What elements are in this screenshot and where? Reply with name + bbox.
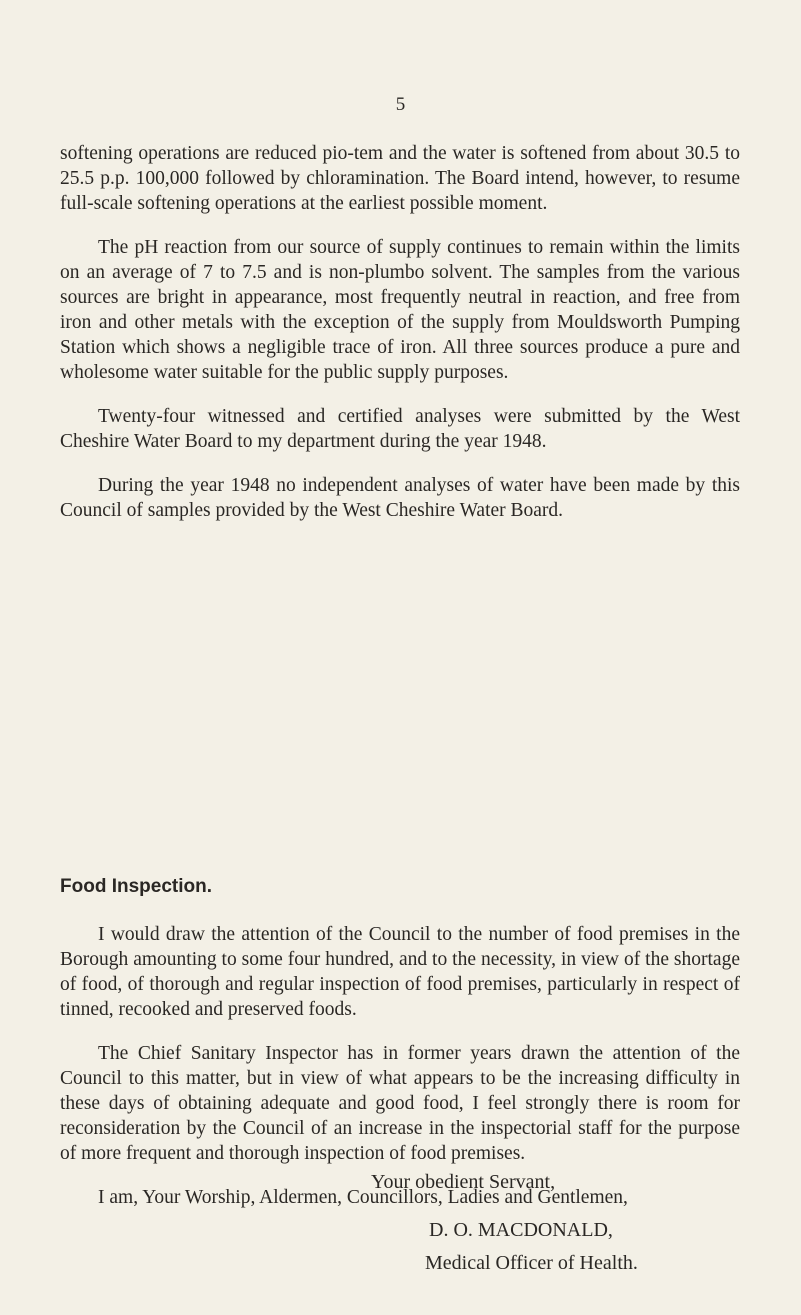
food-inspection-section	[60, 922, 740, 1210]
paragraph-independent-analyses: During the year 1948 no independent analyses of water have been made by this Council of samples provided by the West Cheshire Water Board.	[60, 475, 740, 521]
paragraph-sanitary-inspector: The Chief Sanitary Inspector has in former years drawn the attention of the Council to this matter, but in view of what appears to be the increasing difficulty in these days of obtaining adequate and good food, I feel strongly there is room for reconsideration by the Council of an increase in the inspectorial staff for the purpose of more frequent and thorough inspection of food premises.	[60, 1043, 740, 1164]
food-inspection-heading: Food Inspection.	[60, 876, 212, 897]
signatory-name: D. O. MACDONALD,	[429, 1219, 613, 1241]
closing-salutation: Your obedient Servant,	[371, 1171, 556, 1193]
water-supply-section	[60, 141, 740, 523]
paragraph-food-premises: I would draw the attention of the Council to the number of food premises in the Borough amounting to some four hundred, and to the necessity, in view of the shortage of food, of thorough and regular inspection of food premises, particularly in respect of tinned, recooked and preserved foods.	[60, 924, 740, 1020]
paragraph-analyses-submitted: Twenty-four witnessed and certified analyses were submitted by the West Cheshire Water Board to my department during the year 1948.	[60, 406, 740, 452]
page-number: 5	[395, 94, 406, 115]
paragraph-ph-reaction: The pH reaction from our source of supply continues to remain within the limits on an average of 7 to 7.5 and is non-plumbo solvent. The samples from the various sources are bright in appearance, most frequently neutral in reaction, and free from iron and other metals with the exception of the supply from Mouldsworth Pumping Station which shows a negligible trace of iron. All three sources produce a pure and wholesome water suitable for the public supply purposes.	[60, 237, 740, 383]
signatory-title: Medical Officer of Health.	[425, 1252, 638, 1274]
paragraph-softening: softening operations are reduced pio-tem and the water is softened from about 30.5 to 25.5 p.p. 100,000 followed by chloramination. The Board intend, however, to resume full-scale softening operations at the earliest possible moment.	[60, 143, 740, 214]
paragraph-address: I am, Your Worship, Aldermen, Councillors, Ladies and Gentlemen,	[98, 1187, 628, 1208]
